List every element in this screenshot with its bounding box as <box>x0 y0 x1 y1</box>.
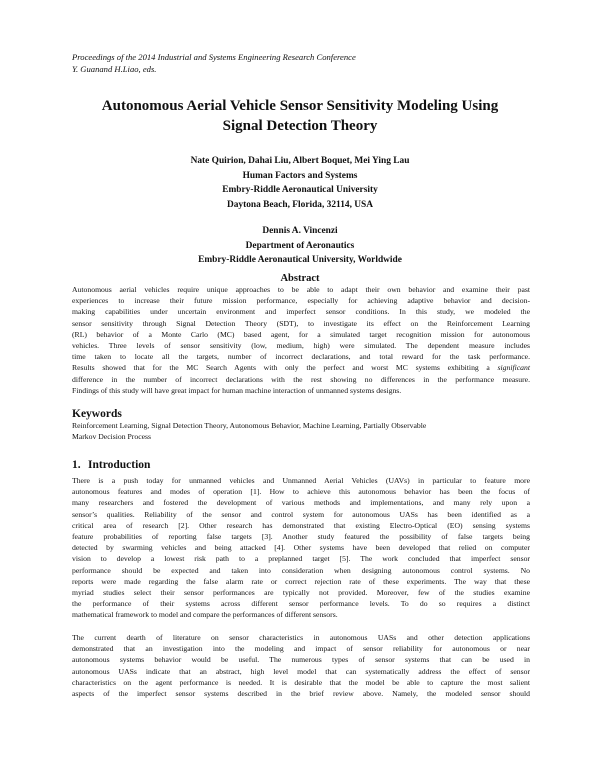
introduction-heading <box>72 459 150 471</box>
abstract-emphasis: significant <box>497 363 531 373</box>
abstract-body <box>72 284 530 396</box>
abstract-line: Autonomous aerial vehicles require unique approaches to be able to adapt their own behavior and examine their past <box>72 285 530 294</box>
abstract-line <box>72 362 530 373</box>
section-number: 1. <box>72 459 81 471</box>
body-line: autonomous features and modes of operation [1]. How to achieve this autonomous behavior has been the focus of <box>72 487 530 497</box>
abstract-line-text: Results showed that for the MC Search Agents with only the perfect and worst MC systems exhibiting a <box>72 363 490 373</box>
author-institution: Embry-Riddle Aeronautical University <box>222 185 378 195</box>
abstract-line: Findings of this study will have great impact for human machine interaction of unmanned systems designs. <box>72 385 402 395</box>
author-institution: Embry-Riddle Aeronautical University, Worldwide <box>198 255 402 265</box>
abstract-line: making capabilities under uncertain environment and imperfect sensor conditions. In this study, we modeled the <box>72 307 530 317</box>
body-line: demonstrated that an investigation into the modeling and impact of sensor reliability for autonomous or near <box>72 644 530 654</box>
editors-line: Y. Guanand H.Liao, eds. <box>72 64 157 74</box>
body-line: detected by swarming vehicles and being attacked [4]. Other systems have been developed that relied on computer <box>72 543 530 553</box>
abstract-line: difference in the number of incorrect declarations with the rest showing no differences in the performance measure. <box>72 374 530 384</box>
body-line: autonomous UASs indicate that an abstract, high level model that can systematically address the effect of sensor <box>72 666 530 676</box>
keywords-body <box>72 420 530 442</box>
author-department: Department of Aeronautics <box>245 240 355 251</box>
body-line: characteristics on the agent performance is needed. It is desirable that the model be able to capture the most salient <box>72 677 530 687</box>
body-line: myriad studies select their sensor performances are typically not provided. Moreover, few of the studies examine <box>72 588 530 598</box>
body-line: There is a push today for unmanned vehicles and Unmanned Aerial Vehicles (UAVs) in particular to feature more <box>72 476 530 485</box>
body-line: autonomous systems behavior would be useful. The numerous types of sensor systems that can be used in <box>72 655 530 665</box>
author-block-primary <box>100 154 500 212</box>
author-block-secondary <box>100 224 500 268</box>
body-line: sensor’s qualities. Reliability of the sensor and control system for autonomous UASs has been identified as a <box>72 509 530 519</box>
body-line: performance should be expected and taken into consideration when designing autonomous control systems. No <box>72 565 530 575</box>
section-title: Introduction <box>88 459 151 471</box>
body-line: vision to develop a lowest risk path to a preplanned target [5]. The work concluded that imperfect sensor <box>72 554 530 564</box>
body-line: The current dearth of literature on sensor characteristics in autonomous UASs and other detection applications <box>72 633 530 642</box>
proceedings-header <box>72 51 542 75</box>
body-line: many researchers and fostered the development of various methods and implementations, and many rely upon a <box>72 498 530 508</box>
author-names: Dennis A. Vincenzi <box>262 226 338 236</box>
abstract-line: sensor sensitivity through Signal Detection Theory (SDT), to investigate its effect on the Reinforcement Learning <box>72 318 530 328</box>
keywords-line: Markov Decision Process <box>72 432 151 442</box>
body-line: critical area of research [2]. Other research has demonstrated that existing Electro-Optical (EO) sensing systems <box>72 520 530 530</box>
abstract-line: time taken to locate all the targets, number of incorrect declarations, and total reward for the task performance. <box>72 352 530 362</box>
abstract-line: experiences to increase their future mission performance, especially for achieving adaptive behavior and decision- <box>72 296 530 306</box>
keywords-line: Reinforcement Learning, Signal Detection Theory, Autonomous Behavior, Machine Learning, Partially Observable <box>72 421 427 430</box>
abstract-heading: Abstract <box>280 273 320 284</box>
abstract-line: vehicles. Three levels of sensor sensitivity (low, medium, high) were simulated. The dependent measure includes <box>72 341 530 351</box>
body-line: reports were made regarding the false alarm rate or correct rejection rate of these experiments. The way that these <box>72 576 530 586</box>
body-line: aspects of the imperfect sensor systems described in the brief review above. Namely, the modeled sensor should <box>72 689 530 699</box>
introduction-paragraph-2 <box>72 632 530 699</box>
body-line: feature probabilities of reporting false targets [3]. Another study featured the possibility of false targets being <box>72 532 530 542</box>
proceedings-line: Proceedings of the 2014 Industrial and Systems Engineering Research Conference <box>72 52 356 62</box>
body-line: the performance of their systems across different sensor performance levels. To do so requires a distinct <box>72 599 530 609</box>
title-line: Autonomous Aerial Vehicle Sensor Sensitivity Modeling Using <box>101 98 499 114</box>
author-department: Human Factors and Systems <box>242 170 358 181</box>
author-names: Nate Quirion, Dahai Liu, Albert Boquet, Mei Ying Lau <box>190 156 410 166</box>
body-line: mathematical framework to model and compare the performances of different sensors. <box>72 610 338 620</box>
keywords-heading: Keywords <box>72 408 122 420</box>
abstract-line: (RL) behavior of a Monte Carlo (MC) based agent, for a simulated target recognition mission for autonomous <box>72 329 530 339</box>
paper-title <box>60 96 540 136</box>
title-line: Signal Detection Theory <box>222 118 378 134</box>
introduction-paragraph-1 <box>72 475 530 621</box>
author-address: Daytona Beach, Florida, 32114, USA <box>226 199 374 210</box>
